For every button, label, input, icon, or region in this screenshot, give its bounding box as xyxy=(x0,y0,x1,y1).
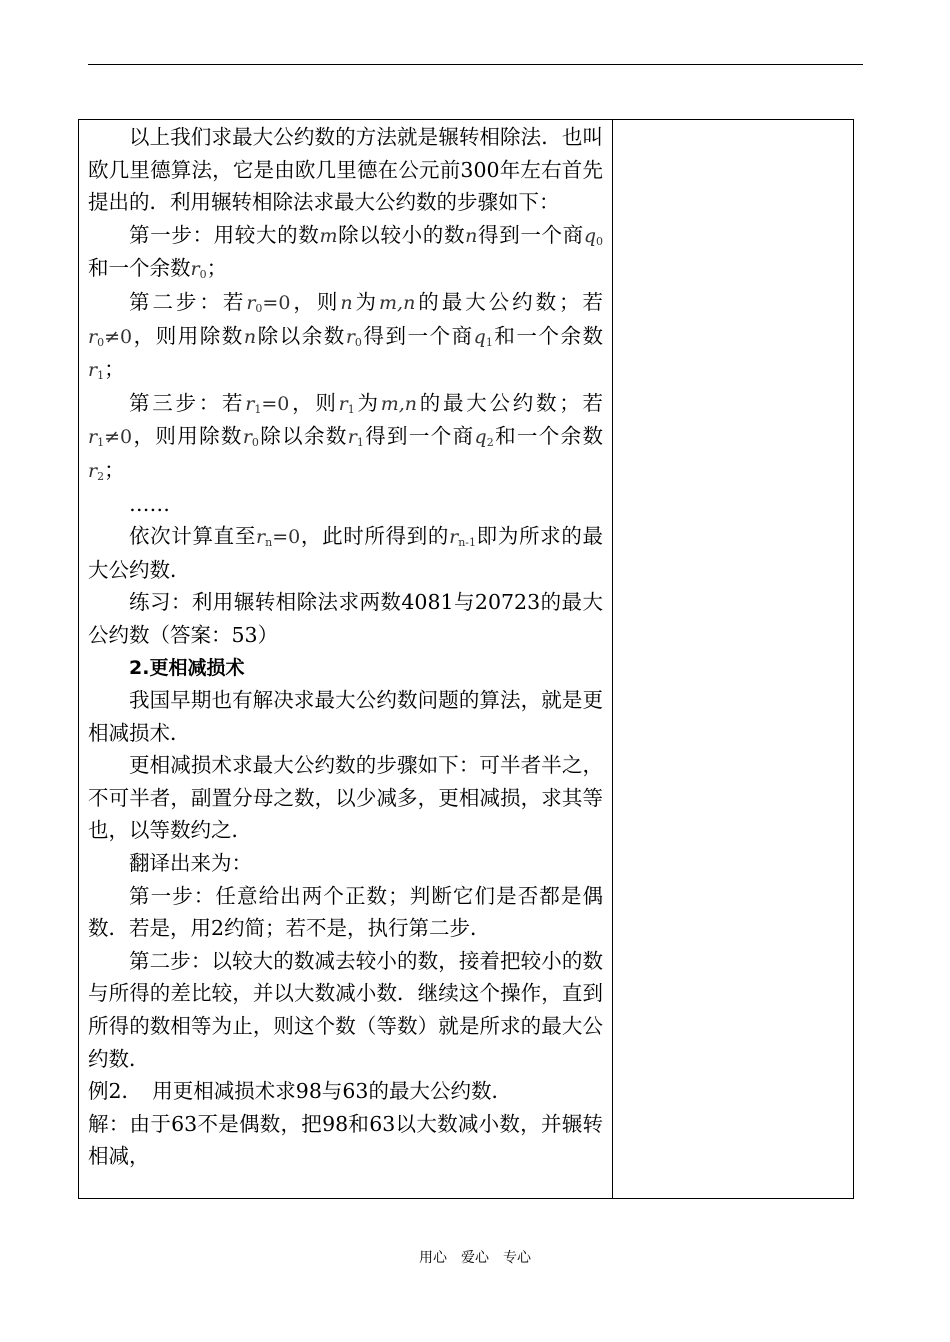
main-column xyxy=(88,121,603,1173)
intro-paragraph: 以上我们求最大公约数的方法就是辗转相除法．也叫欧几里德算法，它是由欧几里德在公元前300年左右首先提出的．利用辗转相除法求最大公约数的步骤如下： xyxy=(88,125,603,215)
euclid-step-1: 第一步：用较大的数m除以较小的数n得到一个商$q_0$和一个余数$r_0$； xyxy=(88,222,604,282)
euclid-step-3: 第三步：若$r_1=0$，则$r_1$为m,n的最大公约数；若$r_1\ne 0$，则用除数$r_0$除以余数$r_1$得到一个商$q_2$和一个余数$r_2$； xyxy=(88,390,604,483)
gengxiang-intro: 我国早期也有解决求最大公约数问题的算法，就是更相减损术． xyxy=(88,688,603,745)
example-2: 例2． 用更相减损术求98与63的最大公约数． xyxy=(88,1079,512,1104)
page-footer: 用心 爱心 专心 xyxy=(419,1250,531,1266)
iterate-paragraph: 依次计算直至$r_n=0$，此时所得到的$r_{n-1}$即为所求的最大公约数． xyxy=(88,524,604,582)
gengxiang-steps: 更相减损术求最大公约数的步骤如下：可半者半之，不可半者，副置分母之数，以少减多，更相减损，求其等也，以等数约之． xyxy=(88,753,603,843)
ellipsis: …… xyxy=(129,491,170,516)
solution-paragraph: 解：由于63不是偶数，把98和63以大数减小数，并辗转相减， xyxy=(88,1111,603,1169)
gengxiang-step-1: 第一步：任意给出两个正数；判断它们是否都是偶数．若是，用2约简；若不是，执行第二步． xyxy=(88,883,603,941)
header-rule xyxy=(88,64,863,65)
content-table xyxy=(78,119,854,1199)
practice-paragraph: 练习：利用辗转相除法求两数4081与20723的最大公约数（答案：53） xyxy=(88,590,603,647)
column-divider xyxy=(612,120,613,1198)
euclid-step-2: 第二步：若$r_0=0$，则n为m,n的最大公约数；若$r_0\ne 0$，则用除数n除以余数$r_0$得到一个商$q_1$和一个余数$r_1$； xyxy=(88,289,604,383)
gengxiang-step-2: 第二步：以较大的数减去较小的数，接着把较小的数与所得的差比较，并以大数减小数．继续这个操作，直到所得的数相等为止，则这个数（等数）就是所求的最大公约数． xyxy=(88,948,603,1071)
section-heading: 2.更相减损术 xyxy=(129,656,245,679)
translate-label: 翻译出来为： xyxy=(129,851,252,876)
